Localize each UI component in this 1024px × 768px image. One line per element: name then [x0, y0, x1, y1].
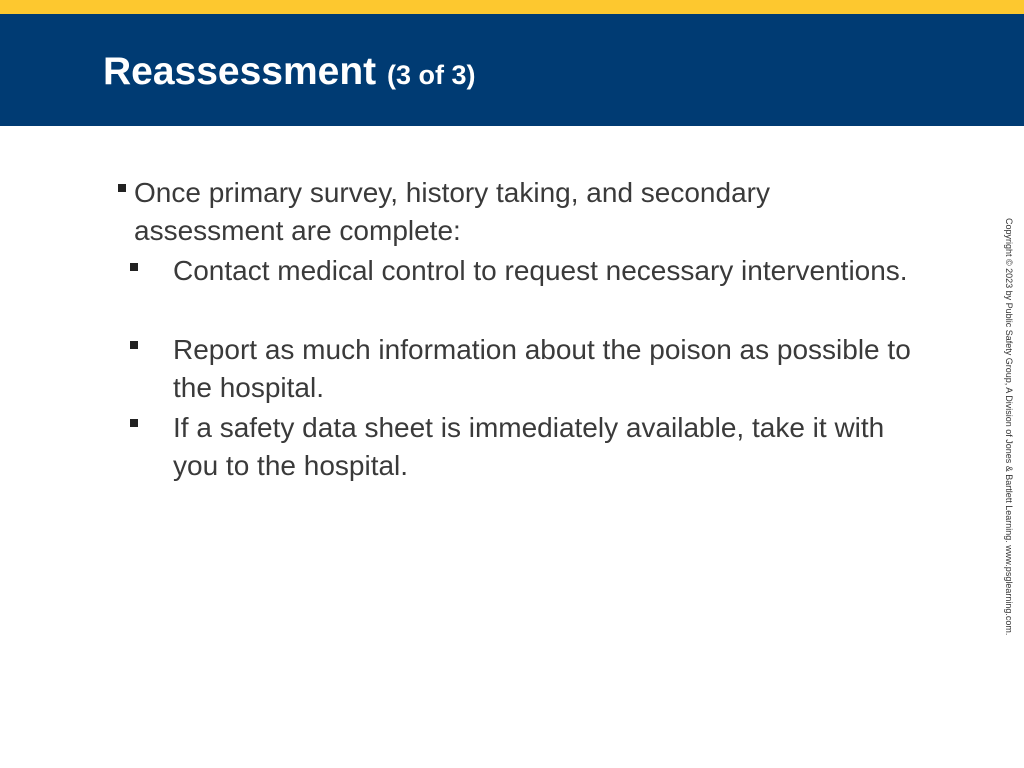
square-bullet-icon [130, 263, 138, 271]
slide-subtitle: (3 of 3) [387, 60, 476, 90]
square-bullet-icon [130, 341, 138, 349]
bullet-level1-item: Once primary survey, history taking, and secondary assessment are complete: [134, 177, 770, 246]
bullet-level2-item: If a safety data sheet is immediately available, take it with you to the hospital. [173, 412, 885, 481]
square-bullet-icon [118, 184, 126, 192]
slide-title-text: Reassessment [103, 50, 377, 93]
bullet-level2-item: Report as much information about the poison as possible to the hospital. [173, 334, 911, 403]
copyright-notice: Copyright © 2023 by Public Safety Group, A Division of Jones & Bartlett Learning. www.psglearning.com. [1004, 218, 1014, 636]
bullet-level2-item: Contact medical control to request necessary interventions. [173, 255, 908, 286]
square-bullet-icon [130, 419, 138, 427]
